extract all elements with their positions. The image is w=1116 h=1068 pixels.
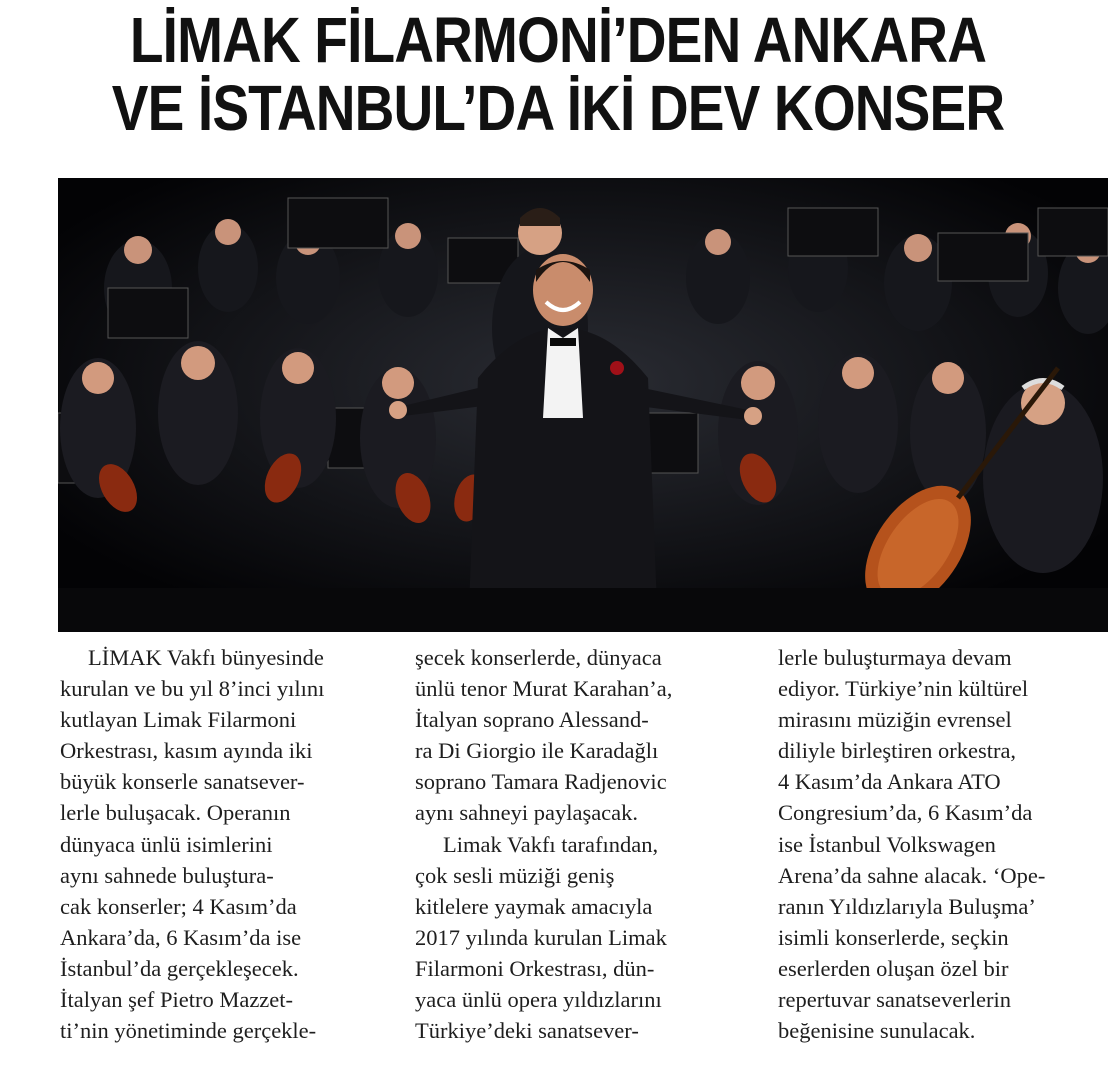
text-line: ise İstanbul Volkswagen xyxy=(778,831,996,857)
text-line: 2017 yılında kurulan Limak xyxy=(415,924,667,950)
text-line: lerle buluşturmaya devam xyxy=(778,645,1012,670)
text-line: isimli konserlerde, seçkin xyxy=(778,924,1009,950)
text-line: Filarmoni Orkestrası, dün- xyxy=(415,955,655,981)
text-line: yaca ünlü opera yıldızlarını xyxy=(415,987,662,1013)
text-line: ünlü tenor Murat Karahan’a, xyxy=(415,676,673,702)
text-line: LİMAK Vakfı bünyesinde xyxy=(88,645,324,670)
text-line: aynı sahnede buluştura- xyxy=(60,862,274,888)
text-line: İtalyan şef Pietro Mazzet- xyxy=(60,987,294,1013)
headline xyxy=(78,6,1038,142)
text-line: ra Di Giorgio ile Karadağlı xyxy=(415,738,659,764)
article-body xyxy=(60,642,1100,1062)
text-line: dünyaca ünlü isimlerini xyxy=(60,831,273,857)
text-line: beğenisine sunulacak. xyxy=(778,1018,976,1044)
text-line: ranın Yıldızlarıyla Buluşma’ xyxy=(778,893,1036,919)
text-line: aynı sahneyi paylaşacak. xyxy=(415,800,639,826)
text-line: şecek konserlerde, dünyaca xyxy=(415,645,662,670)
headline-line-1: LİMAK FİLARMONİ’DEN ANKARA xyxy=(129,4,987,76)
text-line: Orkestrası, kasım ayında iki xyxy=(60,738,313,764)
text-line: büyük konserle sanatsever- xyxy=(60,769,305,795)
text-line: mirasını müziğin evrensel xyxy=(778,707,1012,733)
text-line: Ankara’da, 6 Kasım’da ise xyxy=(60,924,302,950)
text-line: Türkiye’deki sanatsever- xyxy=(415,1018,639,1044)
article-column-3 xyxy=(778,642,1096,1046)
text-line: Arena’da sahne alacak. ‘Ope- xyxy=(778,862,1046,888)
text-line: kurulan ve bu yıl 8’inci yılını xyxy=(60,676,325,702)
text-line: repertuvar sanatseverlerin xyxy=(778,987,1011,1013)
concert-photo xyxy=(58,178,1108,632)
concert-photo-illustration xyxy=(58,178,1108,632)
text-line: ti’nin yönetiminde gerçekle- xyxy=(60,1018,317,1044)
text-line: soprano Tamara Radjenovic xyxy=(415,769,667,795)
text-line: 4 Kasım’da Ankara ATO xyxy=(778,769,1001,795)
text-line: cak konserler; 4 Kasım’da xyxy=(60,893,297,919)
text-line: kitlelere yaymak amacıyla xyxy=(415,893,653,919)
text-line: Congresium’da, 6 Kasım’da xyxy=(778,800,1033,826)
headline-line-2: VE İSTANBUL’DA İKİ DEV KONSER xyxy=(111,72,1005,144)
text-line: çok sesli müziği geniş xyxy=(415,862,615,888)
text-line: lerle buluşacak. Operanın xyxy=(60,800,291,826)
text-line: Limak Vakfı tarafından, xyxy=(443,831,659,857)
text-line: kutlayan Limak Filarmoni xyxy=(60,707,297,733)
text-line: İtalyan soprano Alessand- xyxy=(415,707,649,733)
text-line: ediyor. Türkiye’nin kültürel xyxy=(778,676,1029,702)
article-column-2 xyxy=(415,642,733,1046)
text-line: diliyle birleştiren orkestra, xyxy=(778,738,1017,764)
text-line: İstanbul’da gerçekleşecek. xyxy=(60,955,299,981)
article-column-1 xyxy=(60,642,378,1046)
text-line: eserlerden oluşan özel bir xyxy=(778,955,1009,981)
